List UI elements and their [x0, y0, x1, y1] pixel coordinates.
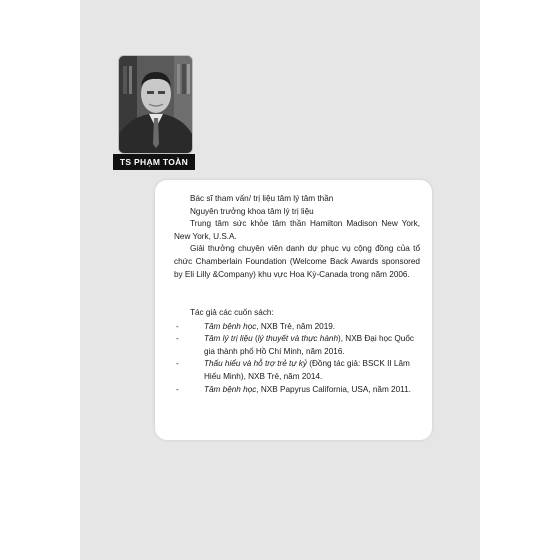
bio-line: Bác sĩ tham vấn/ trị liệu tâm lý tâm thần: [190, 194, 334, 203]
list-item: [174, 358, 420, 383]
book-detail: (Đồng tác giả: BSCK II Lâm Hiếu Minh), NXB Trẻ, năm 2014.: [204, 359, 410, 381]
works-list: [174, 321, 420, 397]
book-subtitle: lý thuyết và thực hành: [257, 334, 338, 344]
list-item: [174, 384, 420, 397]
book-title: Tâm bệnh học: [204, 384, 257, 394]
bio-line: Trung tâm sức khỏe tâm thần Hamilton Madison New York, New York, U.S.A.: [174, 219, 420, 241]
bio-line: Nguyên trưởng khoa tâm lý trị liệu: [190, 206, 314, 216]
book-title: Thấu hiểu và hỗ trợ trẻ tự kỷ: [204, 359, 307, 369]
book-detail: , NXB Trẻ, năm 2019.: [256, 321, 336, 331]
book-detail-open: (: [252, 334, 258, 344]
works-heading: Tác giả các cuốn sách:: [190, 308, 274, 317]
book-title: Tâm bệnh học: [204, 321, 257, 331]
list-item: [174, 321, 420, 334]
author-photo: [118, 55, 193, 154]
list-item: [174, 333, 420, 358]
bio-line: Giải thưởng chuyên viên danh dự phục vụ cộng đồng của tổ chức Chamberlain Foundation (Welcome Back Awards sponsored by Eli Lilly &Company) khu vực Hoa Kỳ-Canada trong năm 2006.: [174, 244, 420, 279]
book-detail: , NXB Papyrus California, USA, năm 2011.: [256, 384, 411, 394]
author-name-label: TS PHẠM TOÀN: [113, 154, 195, 170]
works-section: [174, 307, 420, 396]
book-title: Tâm lý trị liệu: [204, 334, 253, 344]
author-bio: [174, 193, 420, 281]
book-detail: ), NXB Đại học Quốc gia thành phố Hồ Chí Minh, năm 2016.: [204, 334, 414, 356]
